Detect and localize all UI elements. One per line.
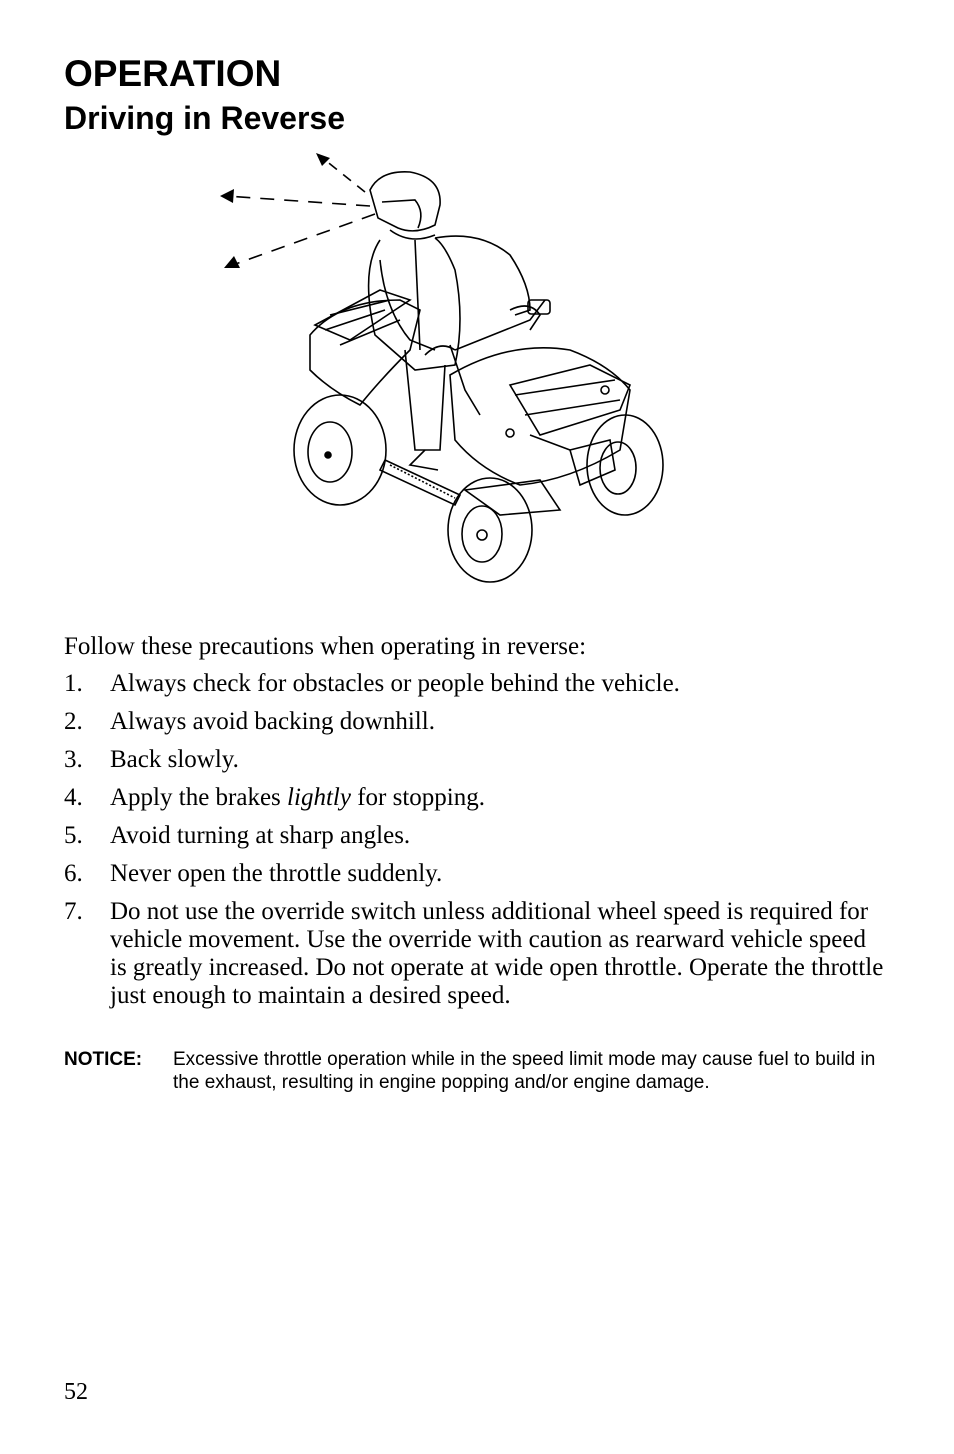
list-text: Never open the throttle suddenly. — [110, 860, 443, 887]
list-number: 4. — [64, 784, 83, 811]
precautions-list — [64, 670, 884, 1020]
list-text: Apply the brakes — [110, 784, 288, 811]
front-wheel — [448, 478, 532, 582]
list-number: 6. — [64, 860, 83, 887]
list-item — [64, 822, 884, 850]
sight-arrows — [220, 153, 375, 268]
list-number: 2. — [64, 708, 83, 735]
rear-wheel-right — [587, 415, 663, 515]
list-item — [64, 784, 884, 812]
list-item — [64, 860, 884, 888]
rear-wheel-left — [294, 395, 386, 505]
list-item — [64, 670, 884, 698]
list-text: Always check for obstacles or people behind the vehicle. — [110, 670, 680, 697]
page-title: Driving in Reverse — [64, 100, 345, 136]
list-text: Always avoid backing downhill. — [110, 708, 435, 735]
intro-text: Follow these precautions when operating in reverse: — [64, 633, 587, 660]
handlebar — [455, 300, 550, 350]
notice-text: Excessive throttle operation while in the speed limit mode may cause fuel to build in the exhaust, resulting in engine popping and/or engine damage. — [173, 1049, 876, 1093]
notice-label: NOTICE: — [64, 1049, 143, 1070]
list-item — [64, 746, 884, 774]
list-number: 7. — [64, 898, 83, 925]
list-text: Do not use the override switch unless additional wheel speed is required for vehicle movement. Use the override with caution as rearward vehicle speed is greatly increased. Do not operate at wide open throttle. Operate the throttle just enough to maintain a desired speed. — [110, 898, 884, 1009]
list-text: Avoid turning at sharp angles. — [110, 822, 411, 849]
list-text: Back slowly. — [110, 746, 239, 773]
atv-rider-illustration — [210, 150, 680, 590]
atv-body — [310, 290, 630, 515]
list-emphasis: lightly — [287, 784, 351, 811]
list-item — [64, 708, 884, 736]
list-text-end: for stopping. — [350, 784, 485, 811]
notice-block — [64, 1048, 884, 1094]
list-number: 5. — [64, 822, 83, 849]
page-number: 52 — [64, 1379, 88, 1405]
list-item — [64, 898, 884, 1010]
list-number: 3. — [64, 746, 83, 773]
section-title: OPERATION — [64, 53, 282, 94]
list-number: 1. — [64, 670, 83, 697]
